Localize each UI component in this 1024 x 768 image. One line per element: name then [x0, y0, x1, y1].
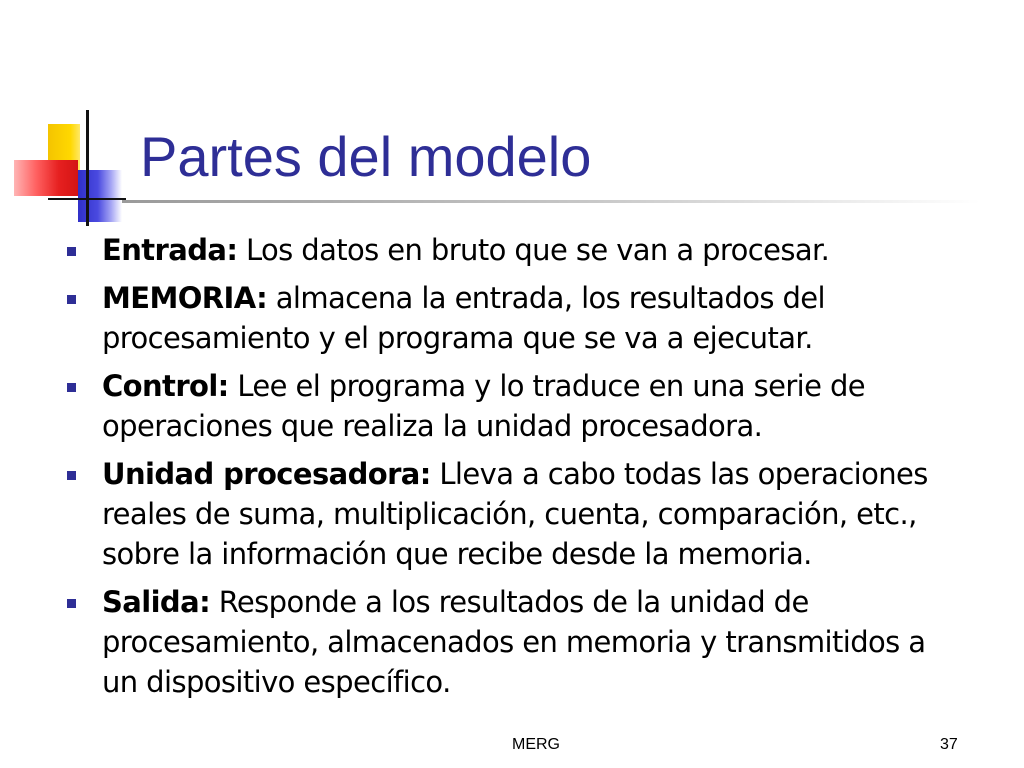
bullet-text: almacena la entrada, los resultados del procesamiento y el programa que se va a ejecutar. — [102, 281, 825, 355]
logo-blue-square — [78, 170, 122, 222]
bullet-square-icon — [67, 247, 76, 256]
bullet-item-control — [62, 366, 962, 446]
bullet-item-salida — [62, 582, 962, 702]
bullet-square-icon — [67, 383, 76, 392]
bullet-square-icon — [67, 471, 76, 480]
bullet-term: Entrada: — [102, 233, 238, 267]
logo-red-square — [14, 160, 78, 196]
bullet-text: Lleva a cabo todas las operaciones reales de suma, multiplicación, cuenta, comparación, etc., sobre la información que recibe desde la memoria. — [102, 457, 928, 571]
slide-number: 37 — [940, 736, 958, 753]
bullet-item-memoria — [62, 278, 962, 358]
bullet-text: Lee el programa y lo traduce en una serie de operaciones que realiza la unidad procesadora. — [102, 369, 866, 443]
bullet-term: Salida: — [102, 585, 211, 619]
bullet-text: Los datos en bruto que se van a procesar. — [245, 233, 830, 267]
bullet-term: Unidad procesadora: — [102, 457, 431, 491]
logo-vertical-line — [86, 110, 89, 226]
bullet-term: MEMORIA: — [102, 281, 268, 315]
slide-title: Partes del modelo — [140, 125, 592, 188]
bullet-list — [62, 230, 962, 710]
title-underline — [122, 200, 980, 203]
footer-author: MERG — [512, 736, 560, 753]
bullet-square-icon — [67, 295, 76, 304]
bullet-text: Responde a los resultados de la unidad de procesamiento, almacenados en memoria y transmitidos a un dispositivo específico. — [102, 585, 926, 699]
bullet-square-icon — [67, 599, 76, 608]
logo-horizontal-line — [48, 198, 126, 200]
bullet-term: Control: — [102, 369, 229, 403]
bullet-item-unidad-procesadora — [62, 454, 962, 574]
bullet-item-entrada — [62, 230, 962, 270]
